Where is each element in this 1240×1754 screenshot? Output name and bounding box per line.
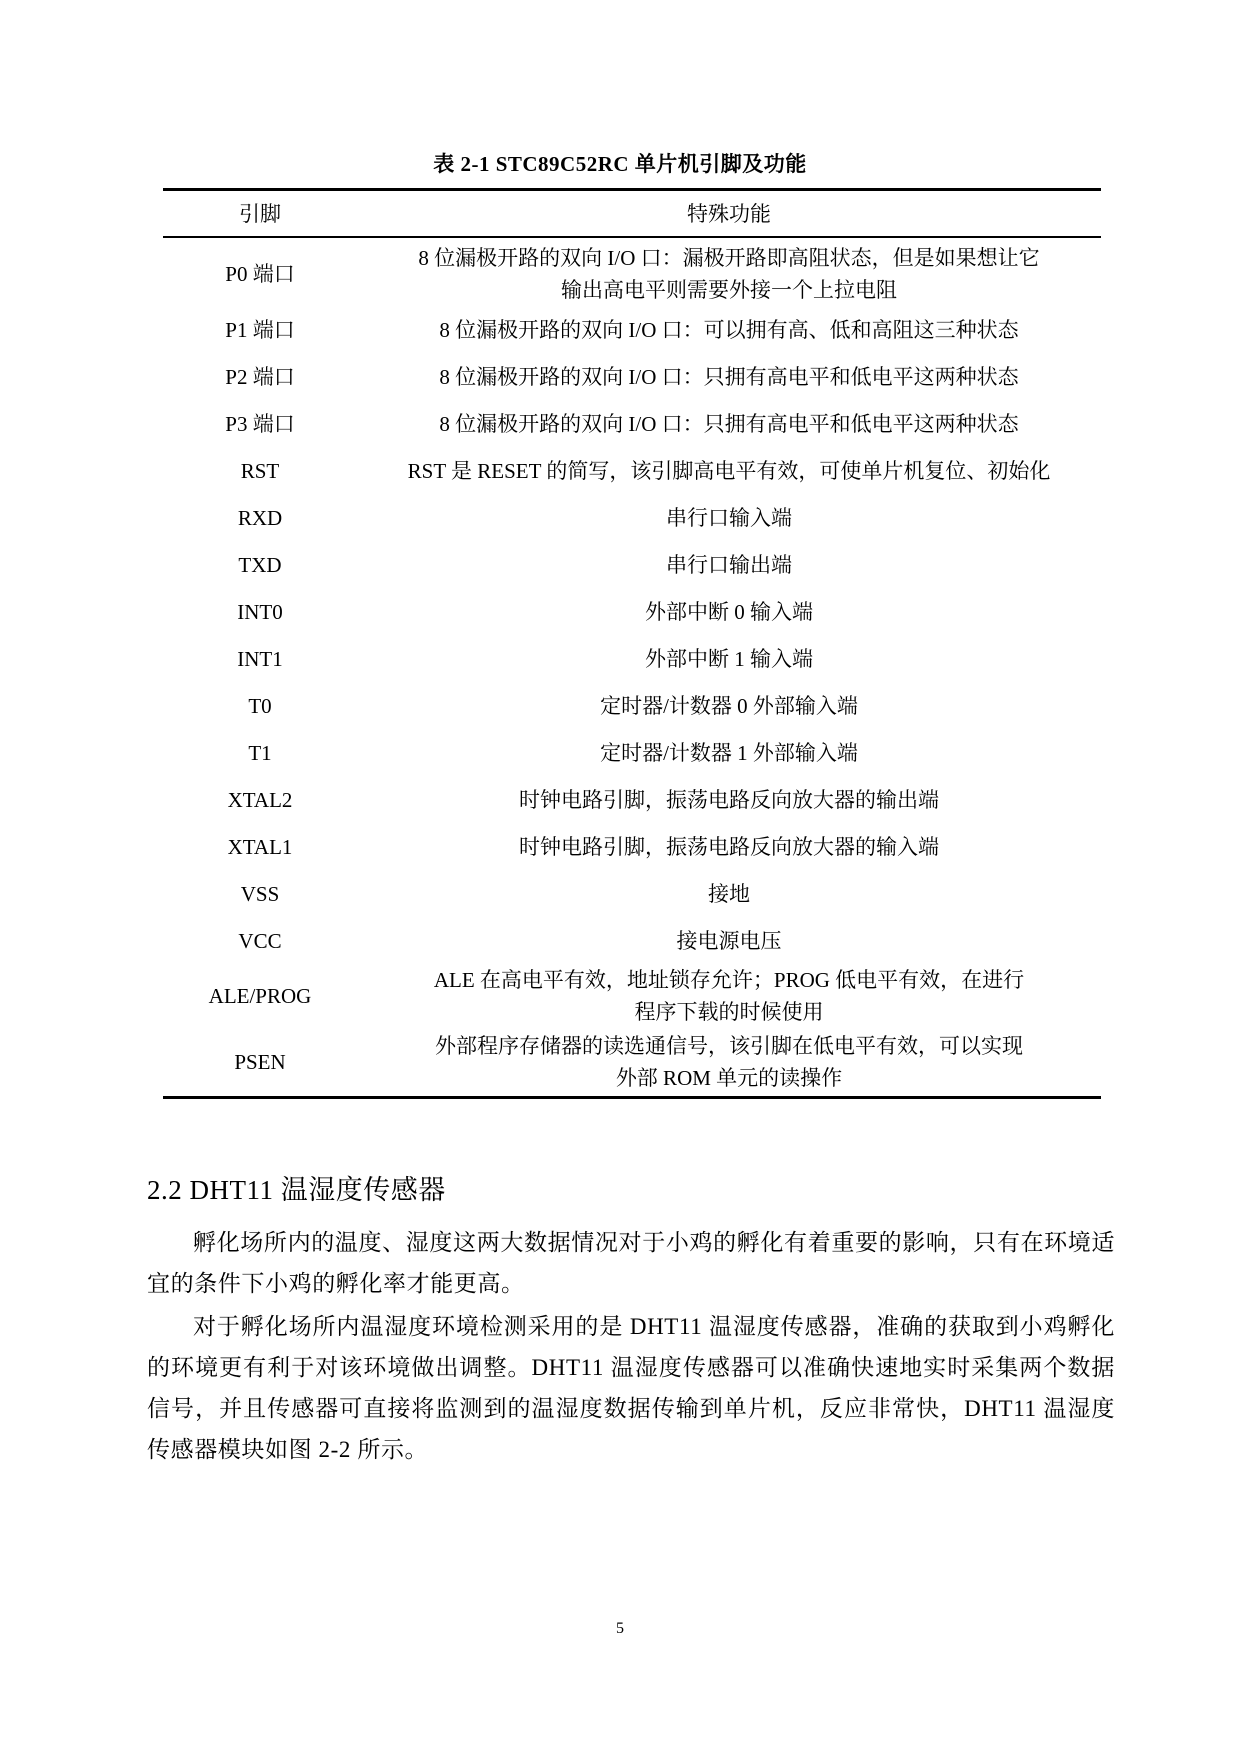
table-row: [163, 353, 1101, 400]
pin-cell: PSEN: [163, 1028, 357, 1098]
pin-cell: VSS: [240, 881, 280, 906]
function-cell: [357, 823, 1101, 870]
table-row: [163, 541, 1101, 588]
function-line: 定时器/计数器 1 外部输入端: [600, 740, 858, 765]
table-row: [163, 447, 1101, 494]
table-row: [163, 776, 1101, 823]
function-cell: [357, 964, 1101, 1028]
function-line: ALE 在高电平有效，地址锁存允许；PROG 低电平有效，在进行: [433, 968, 1025, 992]
pin-cell: TXD: [238, 552, 282, 577]
function-line: 8 位漏极开路的双向 I/O 口：可以拥有高、低和高阻这三种状态: [439, 317, 1019, 342]
pin-cell: P3 端口: [225, 411, 295, 436]
function-cell: [357, 400, 1101, 447]
header-function: 特殊功能: [357, 190, 1101, 238]
function-cell: [357, 776, 1101, 823]
table-row: [163, 400, 1101, 447]
pin-cell: T0: [248, 693, 272, 718]
function-line: 8 位漏极开路的双向 I/O 口：漏极开路即高阻状态，但是如果想让它: [418, 246, 1040, 270]
pin-cell: P1 端口: [225, 317, 295, 342]
function-line: 程序下载的时候使用: [634, 1000, 824, 1024]
pin-cell: RXD: [237, 505, 283, 530]
function-line: 时钟电路引脚，振荡电路反向放大器的输出端: [519, 787, 939, 812]
table-row: [163, 729, 1101, 776]
table-row: [163, 494, 1101, 541]
function-line: 外部 ROM 单元的读操作: [615, 1066, 843, 1090]
table-row: [163, 917, 1101, 964]
table-row: [163, 823, 1101, 870]
body-paragraph: 孵化场所内的温度、湿度这两大数据情况对于小鸡的孵化有着重要的影响，只有在环境适宜的条件下小鸡的孵化率才能更高。: [147, 1230, 1115, 1296]
table-caption: 表 2-1 STC89C52RC 单片机引脚及功能: [433, 152, 807, 176]
function-cell: [357, 237, 1101, 306]
function-cell: [357, 682, 1101, 729]
function-cell: [357, 353, 1101, 400]
function-line: 接电源电压: [676, 928, 782, 953]
table-row: [163, 1028, 1101, 1098]
pin-cell: XTAL1: [227, 834, 293, 859]
header-pin: 引脚: [163, 190, 357, 238]
function-line: 输出高电平则需要外接一个上拉电阻: [561, 278, 897, 302]
pin-cell: INT0: [237, 599, 283, 624]
function-line: 时钟电路引脚，振荡电路反向放大器的输入端: [519, 834, 939, 859]
function-line: RST 是 RESET 的简写，该引脚高电平有效，可使单片机复位、初始化: [407, 458, 1051, 483]
table-row: [163, 237, 1101, 306]
pin-cell: RST: [240, 458, 280, 483]
table-row: [163, 306, 1101, 353]
pin-function-table: [163, 188, 1101, 1099]
function-cell: [357, 306, 1101, 353]
pin-cell: XTAL2: [227, 787, 293, 812]
function-cell: [357, 494, 1101, 541]
table-row: [163, 635, 1101, 682]
pin-cell: P2 端口: [225, 364, 295, 389]
function-cell: [357, 729, 1101, 776]
table-row: [163, 870, 1101, 917]
function-line: 8 位漏极开路的双向 I/O 口：只拥有高电平和低电平这两种状态: [439, 411, 1019, 436]
table-row: [163, 682, 1101, 729]
pin-cell: INT1: [237, 646, 283, 671]
table-row: [163, 588, 1101, 635]
function-cell: [357, 870, 1101, 917]
function-cell: [357, 1028, 1101, 1098]
table-row: [163, 964, 1101, 1028]
pin-cell: P0 端口: [225, 262, 295, 286]
function-cell: [357, 635, 1101, 682]
page-number: 5: [616, 1620, 624, 1637]
function-line: 外部程序存储器的读选通信号，该引脚在低电平有效，可以实现: [435, 1034, 1023, 1058]
function-line: 外部中断 1 输入端: [645, 646, 813, 671]
body-paragraph: 对于孵化场所内温湿度环境检测采用的是 DHT11 温湿度传感器，准确的获取到小鸡孵化的环境更有利于对该环境做出调整。DHT11 温湿度传感器可以准确快速地实时采集两个数据信号，并且传感器可直接将监测到的温湿度数据传输到单片机，反应非常快，DHT11 温湿度传感器模块如图 2-2 所示。: [147, 1314, 1115, 1462]
pin-cell: T1: [248, 740, 272, 765]
function-cell: [357, 541, 1101, 588]
function-line: 定时器/计数器 0 外部输入端: [600, 693, 858, 718]
function-line: 外部中断 0 输入端: [645, 599, 813, 624]
pin-cell: ALE/PROG: [208, 984, 312, 1008]
function-cell: [357, 588, 1101, 635]
function-line: 接地: [708, 881, 750, 906]
section-heading: 2.2 DHT11 温湿度传感器: [147, 1175, 446, 1205]
table-header-row: [163, 190, 1101, 238]
function-line: 8 位漏极开路的双向 I/O 口：只拥有高电平和低电平这两种状态: [439, 364, 1019, 389]
pin-cell: VCC: [238, 928, 282, 953]
function-cell: [357, 447, 1101, 494]
function-line: 串行口输出端: [666, 552, 792, 577]
function-cell: [357, 917, 1101, 964]
function-line: 串行口输入端: [666, 505, 792, 530]
